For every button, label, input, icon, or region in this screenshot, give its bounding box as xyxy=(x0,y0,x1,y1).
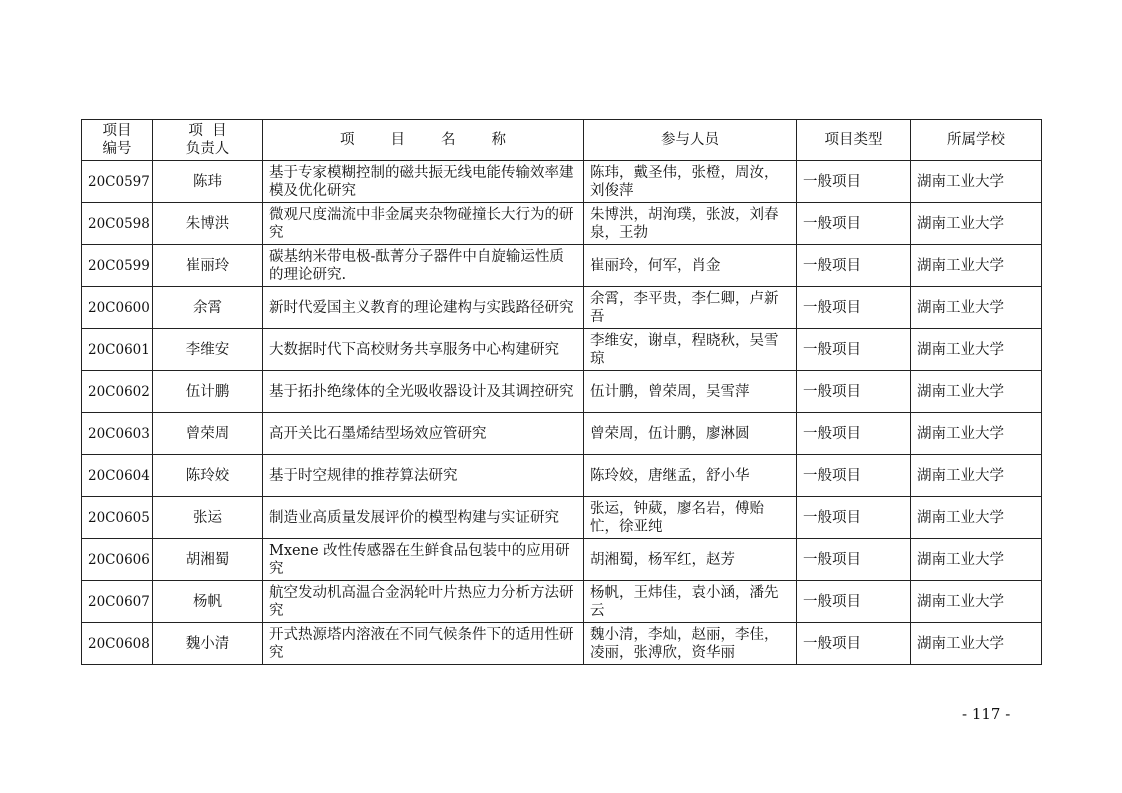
project-type-cell: 一般项目 xyxy=(797,203,911,245)
school-cell: 湖南工业大学 xyxy=(911,623,1042,665)
header-project-id-line2: 编号 xyxy=(102,141,132,157)
project-type-cell: 一般项目 xyxy=(797,455,911,497)
table-body xyxy=(82,161,1042,665)
project-name-cell: 新时代爱国主义教育的理论建构与实践路径研究 xyxy=(263,287,584,329)
header-project-type: 项目类型 xyxy=(797,120,911,161)
project-id-cell: 20C0599 xyxy=(82,245,153,287)
table-header-row xyxy=(82,120,1042,161)
project-type-cell: 一般项目 xyxy=(797,497,911,539)
header-project-id xyxy=(82,120,153,161)
leader-cell: 李维安 xyxy=(153,329,263,371)
header-project-name-char2: 目 xyxy=(390,132,405,148)
project-name-cell: 基于时空规律的推荐算法研究 xyxy=(263,455,584,497)
project-name-cell: 微观尺度湍流中非金属夹杂物碰撞长大行为的研究 xyxy=(263,203,584,245)
school-cell: 湖南工业大学 xyxy=(911,497,1042,539)
leader-cell: 崔丽玲 xyxy=(153,245,263,287)
table-row xyxy=(82,413,1042,455)
school-cell: 湖南工业大学 xyxy=(911,329,1042,371)
school-cell: 湖南工业大学 xyxy=(911,245,1042,287)
project-type-cell: 一般项目 xyxy=(797,581,911,623)
members-cell: 崔丽玲，何军，肖金 xyxy=(584,245,797,287)
header-leader-line2: 负责人 xyxy=(185,141,230,157)
project-name-cell: 碳基纳米带电极-酞菁分子器件中自旋输运性质的理论研究. xyxy=(263,245,584,287)
header-leader xyxy=(153,120,263,161)
project-type-cell: 一般项目 xyxy=(797,161,911,203)
project-id-cell: 20C0606 xyxy=(82,539,153,581)
leader-cell: 朱博洪 xyxy=(153,203,263,245)
project-id-cell: 20C0608 xyxy=(82,623,153,665)
header-leader-line1: 项 目 xyxy=(188,123,227,139)
project-type-cell: 一般项目 xyxy=(797,413,911,455)
header-project-name-char4: 称 xyxy=(491,132,506,148)
table-row xyxy=(82,203,1042,245)
project-name-cell: Mxene 改性传感器在生鲜食品包装中的应用研究 xyxy=(263,539,584,581)
leader-cell: 魏小清 xyxy=(153,623,263,665)
project-id-cell: 20C0605 xyxy=(82,497,153,539)
project-name-cell: 航空发动机高温合金涡轮叶片热应力分析方法研究 xyxy=(263,581,584,623)
members-cell: 曾荣周，伍计鹏，廖淋圆 xyxy=(584,413,797,455)
members-cell: 胡湘蜀，杨军红，赵芳 xyxy=(584,539,797,581)
table-row xyxy=(82,329,1042,371)
table-row xyxy=(82,371,1042,413)
project-id-cell: 20C0597 xyxy=(82,161,153,203)
leader-cell: 余霄 xyxy=(153,287,263,329)
school-cell: 湖南工业大学 xyxy=(911,287,1042,329)
table-row xyxy=(82,455,1042,497)
project-id-cell: 20C0602 xyxy=(82,371,153,413)
school-cell: 湖南工业大学 xyxy=(911,161,1042,203)
project-table xyxy=(81,119,1042,665)
header-project-name-char1: 项 xyxy=(340,132,355,148)
project-id-cell: 20C0604 xyxy=(82,455,153,497)
header-school: 所属学校 xyxy=(911,120,1042,161)
leader-cell: 陈玲姣 xyxy=(153,455,263,497)
project-name-cell: 高开关比石墨烯结型场效应管研究 xyxy=(263,413,584,455)
project-id-cell: 20C0601 xyxy=(82,329,153,371)
project-id-cell: 20C0603 xyxy=(82,413,153,455)
members-cell: 张运，钟葳，廖名岩，傅贻忙，徐亚纯 xyxy=(584,497,797,539)
members-cell: 魏小清，李灿，赵丽，李佳，凌丽，张溥欣，资华丽 xyxy=(584,623,797,665)
leader-cell: 张运 xyxy=(153,497,263,539)
project-name-cell: 大数据时代下高校财务共享服务中心构建研究 xyxy=(263,329,584,371)
project-name-cell: 开式热源塔内溶液在不同气候条件下的适用性研究 xyxy=(263,623,584,665)
school-cell: 湖南工业大学 xyxy=(911,539,1042,581)
page-number: - 117 - xyxy=(962,705,1011,723)
school-cell: 湖南工业大学 xyxy=(911,413,1042,455)
project-id-cell: 20C0607 xyxy=(82,581,153,623)
project-type-cell: 一般项目 xyxy=(797,623,911,665)
leader-cell: 曾荣周 xyxy=(153,413,263,455)
school-cell: 湖南工业大学 xyxy=(911,455,1042,497)
members-cell: 杨帆，王炜佳，袁小涵，潘先云 xyxy=(584,581,797,623)
header-project-name-char3: 名 xyxy=(441,132,456,148)
members-cell: 伍计鹏，曾荣周，吴雪萍 xyxy=(584,371,797,413)
project-id-cell: 20C0600 xyxy=(82,287,153,329)
table-row xyxy=(82,497,1042,539)
header-project-name xyxy=(263,120,584,161)
table-row xyxy=(82,623,1042,665)
header-project-id-line1: 项目 xyxy=(102,123,132,139)
project-type-cell: 一般项目 xyxy=(797,329,911,371)
leader-cell: 杨帆 xyxy=(153,581,263,623)
project-type-cell: 一般项目 xyxy=(797,287,911,329)
members-cell: 李维安，谢卓，程晓秋，吴雪琼 xyxy=(584,329,797,371)
members-cell: 余霄，李平贵，李仁卿，卢新吾 xyxy=(584,287,797,329)
project-name-cell: 基于拓扑绝缘体的全光吸收器设计及其调控研究 xyxy=(263,371,584,413)
school-cell: 湖南工业大学 xyxy=(911,371,1042,413)
project-type-cell: 一般项目 xyxy=(797,245,911,287)
project-name-cell: 制造业高质量发展评价的模型构建与实证研究 xyxy=(263,497,584,539)
leader-cell: 伍计鹏 xyxy=(153,371,263,413)
members-cell: 陈玮，戴圣伟，张橙，周汝，刘俊萍 xyxy=(584,161,797,203)
leader-cell: 胡湘蜀 xyxy=(153,539,263,581)
members-cell: 陈玲姣，唐继孟，舒小华 xyxy=(584,455,797,497)
table-row xyxy=(82,287,1042,329)
project-id-cell: 20C0598 xyxy=(82,203,153,245)
school-cell: 湖南工业大学 xyxy=(911,581,1042,623)
table-row xyxy=(82,161,1042,203)
school-cell: 湖南工业大学 xyxy=(911,203,1042,245)
header-members: 参与人员 xyxy=(584,120,797,161)
members-cell: 朱博洪，胡洵璞，张波，刘春泉，王勃 xyxy=(584,203,797,245)
project-type-cell: 一般项目 xyxy=(797,539,911,581)
table-row xyxy=(82,581,1042,623)
table-row xyxy=(82,245,1042,287)
leader-cell: 陈玮 xyxy=(153,161,263,203)
project-name-cell: 基于专家模糊控制的磁共振无线电能传输效率建模及优化研究 xyxy=(263,161,584,203)
table-row xyxy=(82,539,1042,581)
project-type-cell: 一般项目 xyxy=(797,371,911,413)
